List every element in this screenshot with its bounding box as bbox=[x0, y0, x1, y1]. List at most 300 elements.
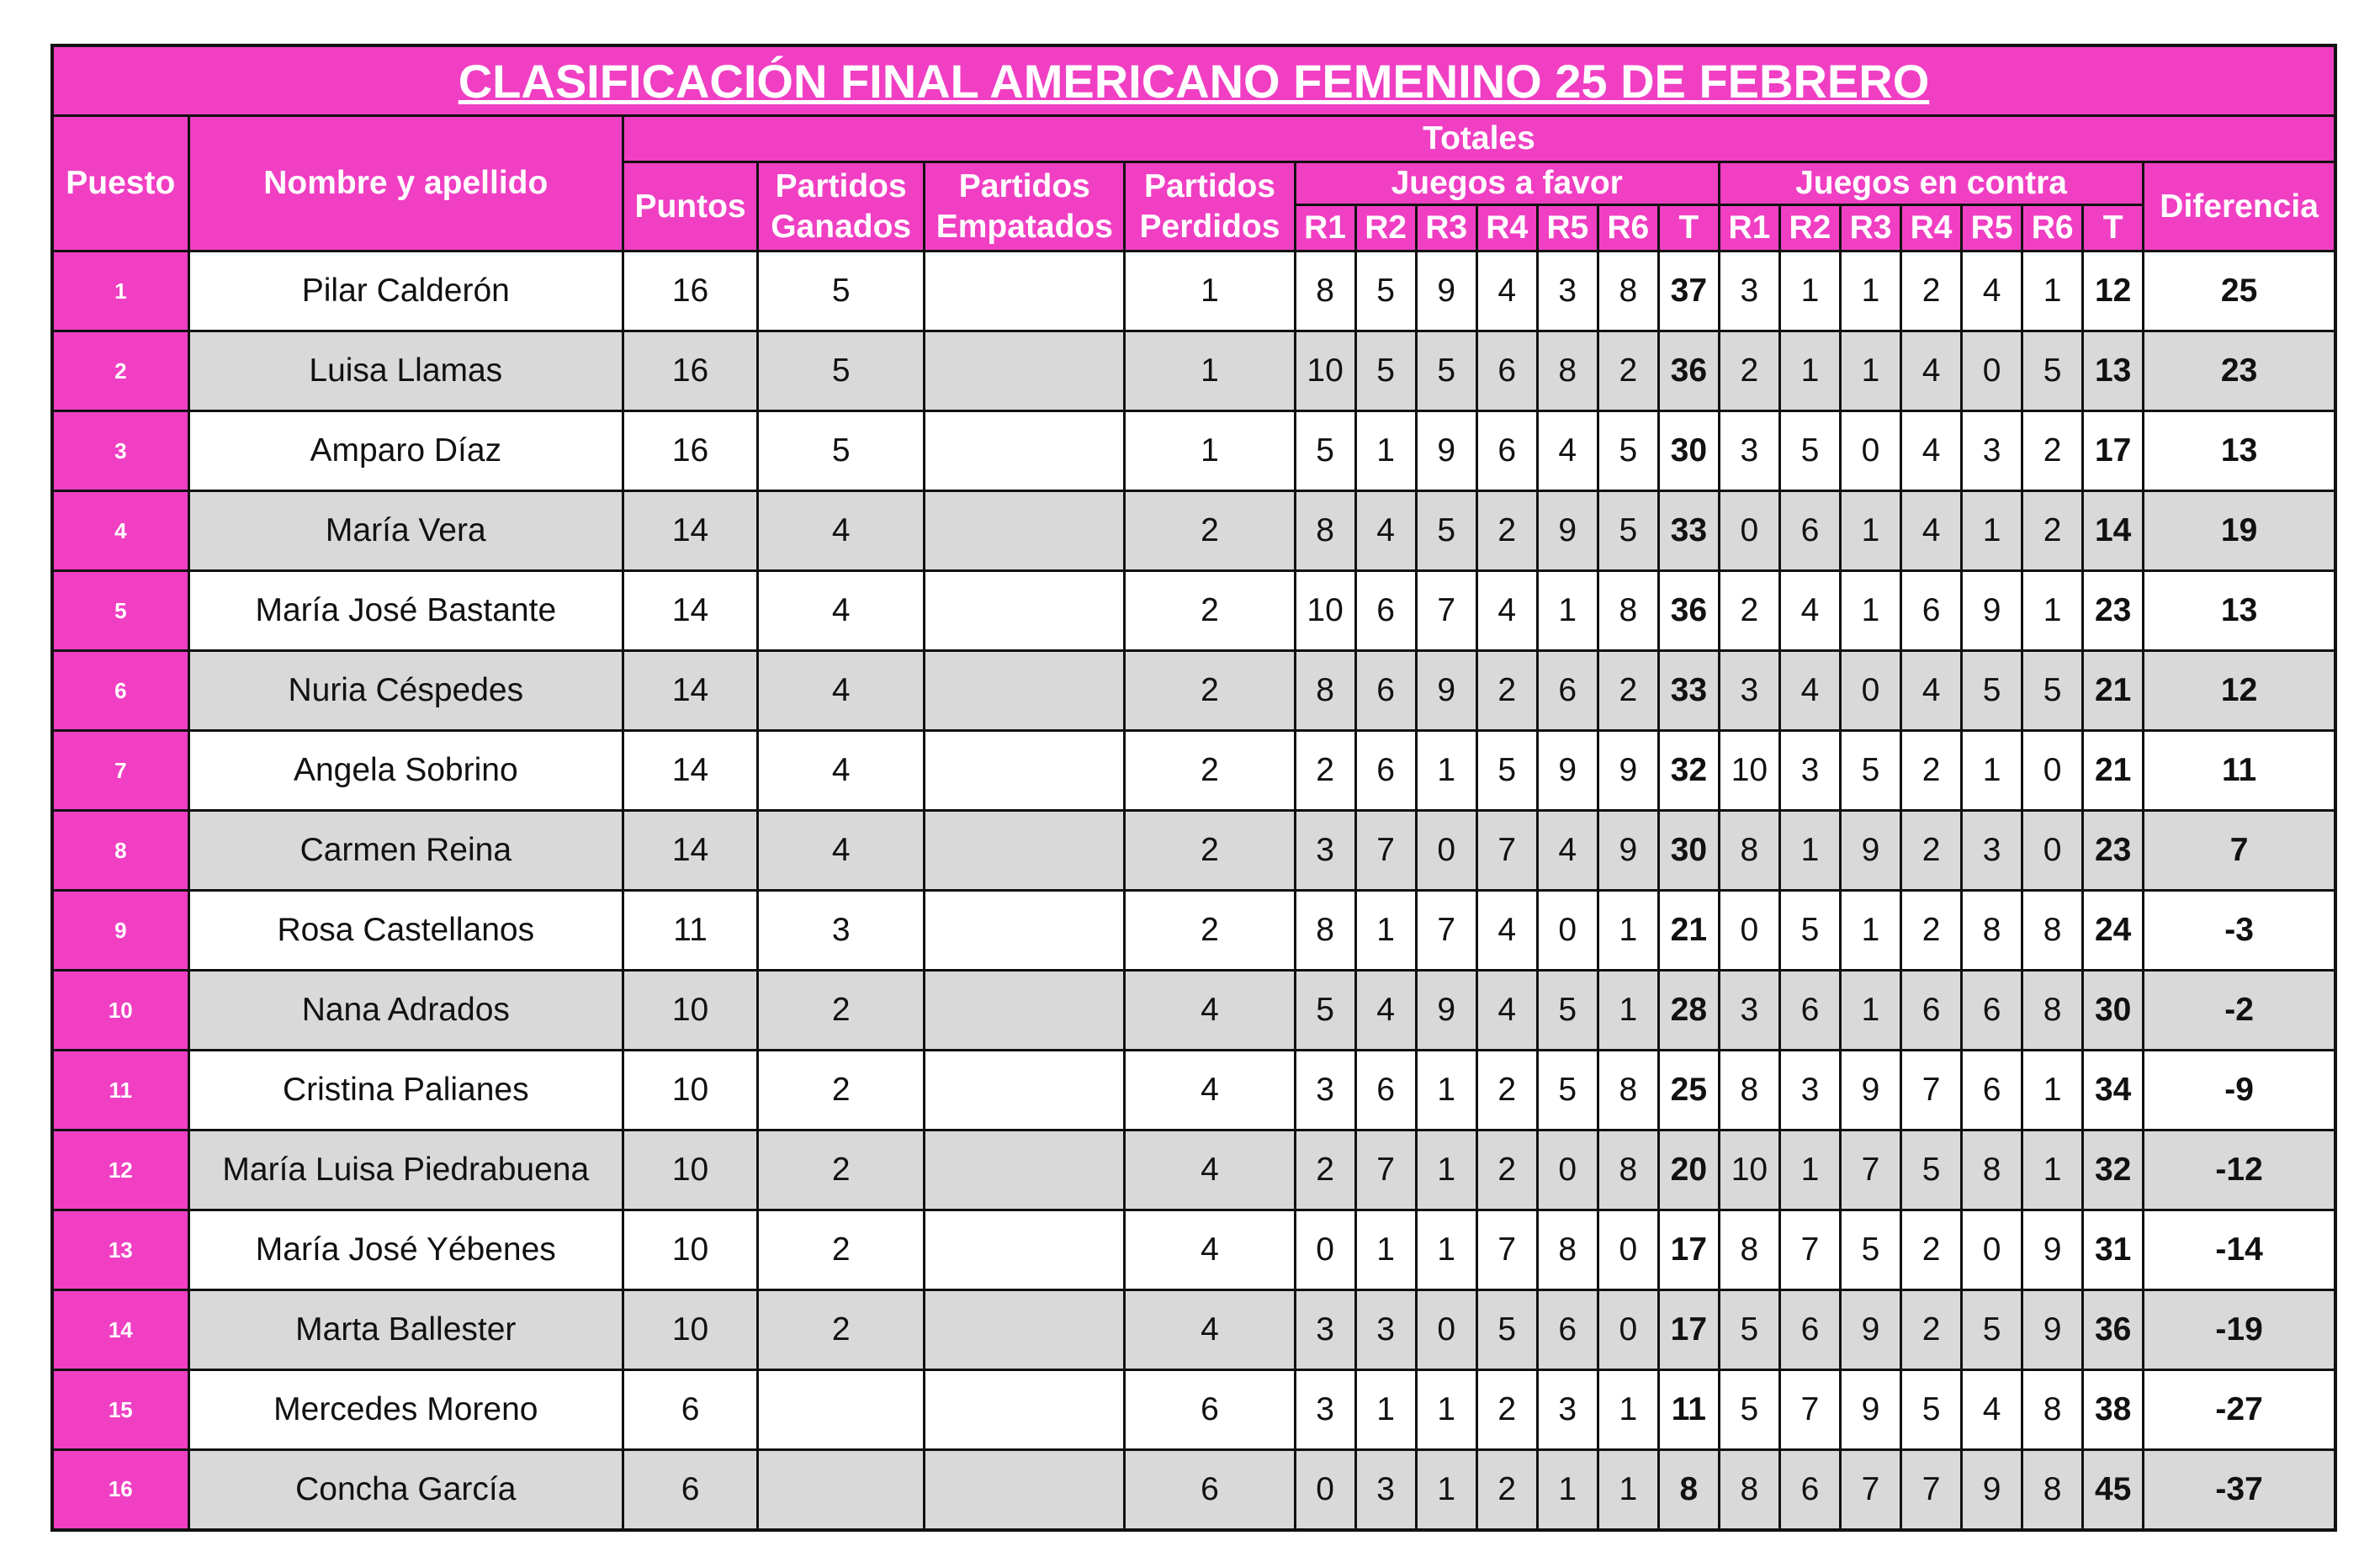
cell-favor-r2: 6 bbox=[1355, 651, 1416, 731]
header-favor-r1: R1 bbox=[1295, 205, 1355, 252]
header-contra-r4: R4 bbox=[1901, 205, 1962, 252]
cell-contra-r4: 2 bbox=[1901, 891, 1962, 971]
cell-contra-r5: 5 bbox=[1962, 1290, 2022, 1370]
cell-contra-r2: 5 bbox=[1779, 411, 1840, 491]
cell-favor-r2: 3 bbox=[1355, 1450, 1416, 1530]
cell-diferencia: -27 bbox=[2144, 1370, 2335, 1450]
cell-contra-r3: 1 bbox=[1840, 252, 1900, 331]
cell-puesto: 14 bbox=[52, 1290, 188, 1370]
cell-favor-total: 30 bbox=[1658, 811, 1719, 891]
cell-contra-r4: 2 bbox=[1901, 731, 1962, 811]
cell-favor-r3: 9 bbox=[1416, 411, 1476, 491]
cell-puesto: 5 bbox=[52, 571, 188, 651]
table-row bbox=[52, 891, 2335, 971]
cell-favor-r4: 5 bbox=[1476, 731, 1537, 811]
cell-contra-r2: 3 bbox=[1779, 1051, 1840, 1130]
cell-empatados bbox=[925, 1450, 1125, 1530]
page-title: CLASIFICACIÓN FINAL AMERICANO FEMENINO 25 DE FEBRERO bbox=[52, 45, 2335, 116]
cell-puntos: 10 bbox=[623, 971, 757, 1051]
classification-table bbox=[50, 44, 2337, 1532]
cell-favor-r2: 6 bbox=[1355, 571, 1416, 651]
cell-favor-r5: 4 bbox=[1537, 811, 1598, 891]
header-puntos: Puntos bbox=[623, 162, 757, 252]
cell-favor-r3: 9 bbox=[1416, 252, 1476, 331]
cell-contra-r3: 1 bbox=[1840, 971, 1900, 1051]
cell-ganados: 4 bbox=[758, 571, 925, 651]
cell-favor-r1: 0 bbox=[1295, 1450, 1355, 1530]
cell-nombre: Carmen Reina bbox=[188, 811, 623, 891]
cell-favor-r6: 8 bbox=[1598, 1051, 1658, 1130]
cell-favor-r3: 1 bbox=[1416, 1051, 1476, 1130]
cell-nombre: Mercedes Moreno bbox=[188, 1370, 623, 1450]
cell-nombre: Nuria Céspedes bbox=[188, 651, 623, 731]
cell-contra-r6: 8 bbox=[2022, 1370, 2083, 1450]
cell-contra-r1: 8 bbox=[1719, 1210, 1779, 1290]
cell-contra-r1: 2 bbox=[1719, 331, 1779, 411]
cell-favor-r2: 6 bbox=[1355, 731, 1416, 811]
cell-puesto: 16 bbox=[52, 1450, 188, 1530]
cell-nombre: María José Yébenes bbox=[188, 1210, 623, 1290]
cell-contra-r5: 8 bbox=[1962, 1130, 2022, 1210]
cell-contra-r4: 4 bbox=[1901, 491, 1962, 571]
cell-diferencia: 23 bbox=[2144, 331, 2335, 411]
cell-favor-r6: 2 bbox=[1598, 331, 1658, 411]
cell-ganados: 2 bbox=[758, 971, 925, 1051]
cell-contra-r3: 0 bbox=[1840, 651, 1900, 731]
cell-diferencia: 13 bbox=[2144, 411, 2335, 491]
cell-contra-total: 23 bbox=[2083, 811, 2144, 891]
table-row bbox=[52, 1130, 2335, 1210]
header-favor-r6: R6 bbox=[1598, 205, 1658, 252]
cell-contra-r2: 4 bbox=[1779, 651, 1840, 731]
header-juegos-contra: Juegos en contra bbox=[1719, 162, 2143, 205]
cell-contra-r3: 5 bbox=[1840, 1210, 1900, 1290]
cell-contra-total: 13 bbox=[2083, 331, 2144, 411]
cell-favor-r6: 2 bbox=[1598, 651, 1658, 731]
cell-diferencia: 25 bbox=[2144, 252, 2335, 331]
cell-puesto: 2 bbox=[52, 331, 188, 411]
cell-favor-r4: 7 bbox=[1476, 1210, 1537, 1290]
table-row bbox=[52, 731, 2335, 811]
cell-favor-r6: 1 bbox=[1598, 1370, 1658, 1450]
cell-contra-r5: 3 bbox=[1962, 811, 2022, 891]
cell-contra-r2: 7 bbox=[1779, 1370, 1840, 1450]
cell-nombre: Angela Sobrino bbox=[188, 731, 623, 811]
cell-favor-r1: 8 bbox=[1295, 651, 1355, 731]
cell-perdidos: 2 bbox=[1125, 491, 1295, 571]
cell-puesto: 11 bbox=[52, 1051, 188, 1130]
cell-empatados bbox=[925, 1130, 1125, 1210]
cell-empatados bbox=[925, 731, 1125, 811]
cell-favor-total: 8 bbox=[1658, 1450, 1719, 1530]
table-row bbox=[52, 1450, 2335, 1530]
cell-favor-r4: 2 bbox=[1476, 651, 1537, 731]
cell-contra-r6: 1 bbox=[2022, 252, 2083, 331]
cell-favor-r5: 4 bbox=[1537, 411, 1598, 491]
cell-favor-r6: 8 bbox=[1598, 252, 1658, 331]
cell-contra-r3: 5 bbox=[1840, 731, 1900, 811]
cell-favor-r2: 7 bbox=[1355, 811, 1416, 891]
header-contra-t: T bbox=[2083, 205, 2144, 252]
header-puesto: Puesto bbox=[52, 116, 188, 252]
cell-puesto: 7 bbox=[52, 731, 188, 811]
cell-favor-total: 11 bbox=[1658, 1370, 1719, 1450]
cell-favor-total: 33 bbox=[1658, 491, 1719, 571]
cell-favor-r2: 6 bbox=[1355, 1051, 1416, 1130]
cell-diferencia: 7 bbox=[2144, 811, 2335, 891]
cell-ganados: 2 bbox=[758, 1290, 925, 1370]
cell-ganados: 4 bbox=[758, 811, 925, 891]
cell-contra-total: 21 bbox=[2083, 731, 2144, 811]
cell-favor-r2: 1 bbox=[1355, 1210, 1416, 1290]
cell-contra-r4: 6 bbox=[1901, 571, 1962, 651]
cell-favor-total: 37 bbox=[1658, 252, 1719, 331]
cell-contra-r5: 6 bbox=[1962, 971, 2022, 1051]
cell-favor-r2: 4 bbox=[1355, 971, 1416, 1051]
cell-contra-r3: 7 bbox=[1840, 1130, 1900, 1210]
cell-favor-r6: 1 bbox=[1598, 891, 1658, 971]
table-row bbox=[52, 571, 2335, 651]
cell-empatados bbox=[925, 411, 1125, 491]
table-row bbox=[52, 1051, 2335, 1130]
cell-contra-r4: 5 bbox=[1901, 1370, 1962, 1450]
cell-perdidos: 6 bbox=[1125, 1370, 1295, 1450]
cell-contra-r4: 7 bbox=[1901, 1051, 1962, 1130]
cell-favor-r1: 5 bbox=[1295, 411, 1355, 491]
cell-diferencia: 19 bbox=[2144, 491, 2335, 571]
cell-perdidos: 4 bbox=[1125, 1051, 1295, 1130]
header-totales: Totales bbox=[623, 116, 2335, 162]
cell-puntos: 14 bbox=[623, 491, 757, 571]
cell-contra-r3: 1 bbox=[1840, 891, 1900, 971]
cell-favor-r5: 8 bbox=[1537, 331, 1598, 411]
cell-contra-r4: 2 bbox=[1901, 811, 1962, 891]
cell-contra-r2: 5 bbox=[1779, 891, 1840, 971]
cell-contra-r4: 4 bbox=[1901, 331, 1962, 411]
cell-ganados: 2 bbox=[758, 1051, 925, 1130]
cell-perdidos: 2 bbox=[1125, 651, 1295, 731]
cell-favor-r2: 1 bbox=[1355, 891, 1416, 971]
cell-contra-total: 12 bbox=[2083, 252, 2144, 331]
cell-perdidos: 1 bbox=[1125, 411, 1295, 491]
cell-favor-r1: 3 bbox=[1295, 1370, 1355, 1450]
cell-puntos: 10 bbox=[623, 1130, 757, 1210]
cell-empatados bbox=[925, 252, 1125, 331]
cell-contra-r5: 0 bbox=[1962, 331, 2022, 411]
cell-perdidos: 2 bbox=[1125, 811, 1295, 891]
cell-favor-r6: 5 bbox=[1598, 491, 1658, 571]
cell-puntos: 16 bbox=[623, 331, 757, 411]
cell-favor-total: 21 bbox=[1658, 891, 1719, 971]
cell-favor-r5: 3 bbox=[1537, 1370, 1598, 1450]
cell-contra-r6: 5 bbox=[2022, 651, 2083, 731]
cell-favor-r3: 1 bbox=[1416, 1210, 1476, 1290]
cell-contra-r5: 1 bbox=[1962, 731, 2022, 811]
cell-contra-r5: 5 bbox=[1962, 651, 2022, 731]
cell-diferencia: -12 bbox=[2144, 1130, 2335, 1210]
header-favor-r5: R5 bbox=[1537, 205, 1598, 252]
cell-nombre: Marta Ballester bbox=[188, 1290, 623, 1370]
cell-favor-total: 32 bbox=[1658, 731, 1719, 811]
cell-favor-r2: 4 bbox=[1355, 491, 1416, 571]
cell-contra-r2: 7 bbox=[1779, 1210, 1840, 1290]
cell-contra-total: 34 bbox=[2083, 1051, 2144, 1130]
header-diferencia: Diferencia bbox=[2144, 162, 2335, 252]
header-nombre: Nombre y apellido bbox=[188, 116, 623, 252]
cell-ganados: 5 bbox=[758, 252, 925, 331]
cell-contra-total: 21 bbox=[2083, 651, 2144, 731]
cell-contra-r3: 9 bbox=[1840, 1051, 1900, 1130]
cell-nombre: Pilar Calderón bbox=[188, 252, 623, 331]
cell-perdidos: 4 bbox=[1125, 971, 1295, 1051]
cell-contra-r4: 2 bbox=[1901, 252, 1962, 331]
cell-puntos: 6 bbox=[623, 1450, 757, 1530]
cell-contra-r1: 2 bbox=[1719, 571, 1779, 651]
cell-contra-r3: 9 bbox=[1840, 1370, 1900, 1450]
cell-puntos: 11 bbox=[623, 891, 757, 971]
cell-favor-r3: 1 bbox=[1416, 1130, 1476, 1210]
header-contra-r1: R1 bbox=[1719, 205, 1779, 252]
header-contra-r3: R3 bbox=[1840, 205, 1900, 252]
cell-favor-r4: 2 bbox=[1476, 1370, 1537, 1450]
cell-contra-r1: 8 bbox=[1719, 1051, 1779, 1130]
cell-favor-r6: 9 bbox=[1598, 731, 1658, 811]
cell-contra-r6: 0 bbox=[2022, 731, 2083, 811]
cell-empatados bbox=[925, 651, 1125, 731]
cell-favor-r1: 3 bbox=[1295, 1290, 1355, 1370]
cell-contra-r3: 1 bbox=[1840, 331, 1900, 411]
cell-favor-r1: 10 bbox=[1295, 571, 1355, 651]
table-row bbox=[52, 1210, 2335, 1290]
cell-contra-r6: 2 bbox=[2022, 411, 2083, 491]
cell-contra-total: 36 bbox=[2083, 1290, 2144, 1370]
cell-contra-r2: 1 bbox=[1779, 331, 1840, 411]
cell-favor-r5: 5 bbox=[1537, 971, 1598, 1051]
cell-favor-r5: 0 bbox=[1537, 1130, 1598, 1210]
cell-favor-r2: 5 bbox=[1355, 252, 1416, 331]
cell-favor-r4: 6 bbox=[1476, 331, 1537, 411]
cell-perdidos: 2 bbox=[1125, 891, 1295, 971]
cell-empatados bbox=[925, 1210, 1125, 1290]
cell-contra-r4: 5 bbox=[1901, 1130, 1962, 1210]
header-favor-t: T bbox=[1658, 205, 1719, 252]
cell-puntos: 10 bbox=[623, 1210, 757, 1290]
cell-contra-r2: 6 bbox=[1779, 1450, 1840, 1530]
cell-favor-r3: 9 bbox=[1416, 651, 1476, 731]
cell-favor-total: 36 bbox=[1658, 331, 1719, 411]
cell-contra-r1: 0 bbox=[1719, 891, 1779, 971]
cell-empatados bbox=[925, 1290, 1125, 1370]
cell-ganados: 5 bbox=[758, 411, 925, 491]
header-ganados: Partidos Ganados bbox=[758, 162, 925, 252]
cell-favor-r3: 7 bbox=[1416, 571, 1476, 651]
cell-puntos: 14 bbox=[623, 811, 757, 891]
cell-contra-r1: 3 bbox=[1719, 411, 1779, 491]
cell-puesto: 1 bbox=[52, 252, 188, 331]
cell-contra-r1: 3 bbox=[1719, 651, 1779, 731]
cell-ganados: 3 bbox=[758, 891, 925, 971]
cell-nombre: Luisa Llamas bbox=[188, 331, 623, 411]
cell-favor-r1: 8 bbox=[1295, 491, 1355, 571]
cell-favor-r3: 0 bbox=[1416, 1290, 1476, 1370]
cell-puntos: 14 bbox=[623, 731, 757, 811]
cell-favor-r1: 5 bbox=[1295, 971, 1355, 1051]
cell-favor-r1: 10 bbox=[1295, 331, 1355, 411]
cell-nombre: Rosa Castellanos bbox=[188, 891, 623, 971]
cell-puesto: 4 bbox=[52, 491, 188, 571]
cell-favor-r1: 2 bbox=[1295, 1130, 1355, 1210]
cell-favor-r3: 1 bbox=[1416, 731, 1476, 811]
cell-contra-r4: 4 bbox=[1901, 411, 1962, 491]
cell-favor-r6: 0 bbox=[1598, 1290, 1658, 1370]
cell-contra-r1: 3 bbox=[1719, 252, 1779, 331]
cell-contra-r2: 6 bbox=[1779, 491, 1840, 571]
cell-empatados bbox=[925, 1370, 1125, 1450]
cell-favor-r5: 0 bbox=[1537, 891, 1598, 971]
table-row bbox=[52, 971, 2335, 1051]
cell-favor-total: 28 bbox=[1658, 971, 1719, 1051]
cell-contra-r2: 1 bbox=[1779, 252, 1840, 331]
cell-nombre: María Vera bbox=[188, 491, 623, 571]
cell-favor-r5: 9 bbox=[1537, 731, 1598, 811]
cell-diferencia: -3 bbox=[2144, 891, 2335, 971]
header-favor-r4: R4 bbox=[1476, 205, 1537, 252]
cell-contra-r5: 8 bbox=[1962, 891, 2022, 971]
cell-favor-r4: 2 bbox=[1476, 1450, 1537, 1530]
cell-favor-total: 36 bbox=[1658, 571, 1719, 651]
cell-contra-r2: 6 bbox=[1779, 1290, 1840, 1370]
cell-favor-total: 17 bbox=[1658, 1210, 1719, 1290]
table-row bbox=[52, 811, 2335, 891]
cell-puesto: 12 bbox=[52, 1130, 188, 1210]
cell-favor-r6: 8 bbox=[1598, 1130, 1658, 1210]
cell-empatados bbox=[925, 571, 1125, 651]
cell-puntos: 16 bbox=[623, 411, 757, 491]
cell-contra-total: 31 bbox=[2083, 1210, 2144, 1290]
cell-favor-r1: 8 bbox=[1295, 252, 1355, 331]
cell-contra-r5: 6 bbox=[1962, 1051, 2022, 1130]
cell-favor-r4: 5 bbox=[1476, 1290, 1537, 1370]
cell-contra-total: 23 bbox=[2083, 571, 2144, 651]
cell-puesto: 3 bbox=[52, 411, 188, 491]
header-contra-r2: R2 bbox=[1779, 205, 1840, 252]
cell-contra-r2: 4 bbox=[1779, 571, 1840, 651]
cell-contra-r5: 1 bbox=[1962, 491, 2022, 571]
cell-nombre: María Luisa Piedrabuena bbox=[188, 1130, 623, 1210]
cell-favor-r5: 6 bbox=[1537, 1290, 1598, 1370]
cell-favor-r2: 5 bbox=[1355, 331, 1416, 411]
cell-contra-r2: 6 bbox=[1779, 971, 1840, 1051]
cell-contra-r3: 0 bbox=[1840, 411, 1900, 491]
cell-favor-r2: 7 bbox=[1355, 1130, 1416, 1210]
header-perdidos: Partidos Perdidos bbox=[1125, 162, 1295, 252]
cell-favor-r1: 0 bbox=[1295, 1210, 1355, 1290]
cell-nombre: Nana Adrados bbox=[188, 971, 623, 1051]
table-row bbox=[52, 331, 2335, 411]
cell-favor-r2: 1 bbox=[1355, 1370, 1416, 1450]
cell-contra-r6: 8 bbox=[2022, 891, 2083, 971]
cell-puntos: 14 bbox=[623, 651, 757, 731]
cell-contra-r6: 2 bbox=[2022, 491, 2083, 571]
cell-contra-r6: 0 bbox=[2022, 811, 2083, 891]
cell-empatados bbox=[925, 891, 1125, 971]
cell-contra-r6: 9 bbox=[2022, 1290, 2083, 1370]
cell-favor-r4: 2 bbox=[1476, 491, 1537, 571]
cell-favor-r5: 9 bbox=[1537, 491, 1598, 571]
cell-contra-r1: 8 bbox=[1719, 811, 1779, 891]
cell-favor-r6: 9 bbox=[1598, 811, 1658, 891]
cell-contra-r4: 2 bbox=[1901, 1210, 1962, 1290]
cell-empatados bbox=[925, 971, 1125, 1051]
cell-contra-r6: 1 bbox=[2022, 571, 2083, 651]
cell-contra-r3: 9 bbox=[1840, 1290, 1900, 1370]
cell-favor-r1: 2 bbox=[1295, 731, 1355, 811]
cell-contra-r1: 10 bbox=[1719, 1130, 1779, 1210]
cell-empatados bbox=[925, 331, 1125, 411]
cell-contra-r6: 8 bbox=[2022, 971, 2083, 1051]
cell-contra-r1: 10 bbox=[1719, 731, 1779, 811]
cell-puntos: 14 bbox=[623, 571, 757, 651]
cell-diferencia: 13 bbox=[2144, 571, 2335, 651]
cell-ganados: 2 bbox=[758, 1130, 925, 1210]
cell-favor-r5: 8 bbox=[1537, 1210, 1598, 1290]
cell-diferencia: -9 bbox=[2144, 1051, 2335, 1130]
cell-perdidos: 6 bbox=[1125, 1450, 1295, 1530]
cell-contra-r6: 1 bbox=[2022, 1130, 2083, 1210]
cell-contra-r1: 0 bbox=[1719, 491, 1779, 571]
cell-contra-total: 14 bbox=[2083, 491, 2144, 571]
cell-empatados bbox=[925, 811, 1125, 891]
cell-ganados bbox=[758, 1370, 925, 1450]
cell-perdidos: 4 bbox=[1125, 1290, 1295, 1370]
cell-favor-r1: 3 bbox=[1295, 1051, 1355, 1130]
cell-contra-r4: 6 bbox=[1901, 971, 1962, 1051]
cell-contra-r6: 8 bbox=[2022, 1450, 2083, 1530]
cell-favor-r5: 3 bbox=[1537, 252, 1598, 331]
table-row bbox=[52, 491, 2335, 571]
header-contra-r5: R5 bbox=[1962, 205, 2022, 252]
cell-contra-r6: 1 bbox=[2022, 1051, 2083, 1130]
table-row bbox=[52, 1370, 2335, 1450]
cell-favor-r5: 1 bbox=[1537, 571, 1598, 651]
cell-favor-r4: 6 bbox=[1476, 411, 1537, 491]
cell-perdidos: 4 bbox=[1125, 1130, 1295, 1210]
cell-contra-r5: 4 bbox=[1962, 1370, 2022, 1450]
header-favor-r2: R2 bbox=[1355, 205, 1416, 252]
cell-favor-r6: 5 bbox=[1598, 411, 1658, 491]
cell-contra-r4: 2 bbox=[1901, 1290, 1962, 1370]
cell-diferencia: -37 bbox=[2144, 1450, 2335, 1530]
header-contra-r6: R6 bbox=[2022, 205, 2083, 252]
cell-contra-r3: 1 bbox=[1840, 491, 1900, 571]
table-row bbox=[52, 252, 2335, 331]
cell-favor-r4: 4 bbox=[1476, 971, 1537, 1051]
cell-favor-r3: 5 bbox=[1416, 491, 1476, 571]
cell-ganados: 4 bbox=[758, 731, 925, 811]
cell-favor-r3: 7 bbox=[1416, 891, 1476, 971]
cell-diferencia: 12 bbox=[2144, 651, 2335, 731]
cell-favor-r3: 1 bbox=[1416, 1370, 1476, 1450]
cell-favor-r3: 5 bbox=[1416, 331, 1476, 411]
cell-contra-r2: 1 bbox=[1779, 811, 1840, 891]
cell-puesto: 15 bbox=[52, 1370, 188, 1450]
cell-contra-r4: 4 bbox=[1901, 651, 1962, 731]
cell-contra-total: 17 bbox=[2083, 411, 2144, 491]
cell-favor-r5: 6 bbox=[1537, 651, 1598, 731]
cell-puesto: 9 bbox=[52, 891, 188, 971]
cell-contra-r5: 3 bbox=[1962, 411, 2022, 491]
cell-puntos: 6 bbox=[623, 1370, 757, 1450]
